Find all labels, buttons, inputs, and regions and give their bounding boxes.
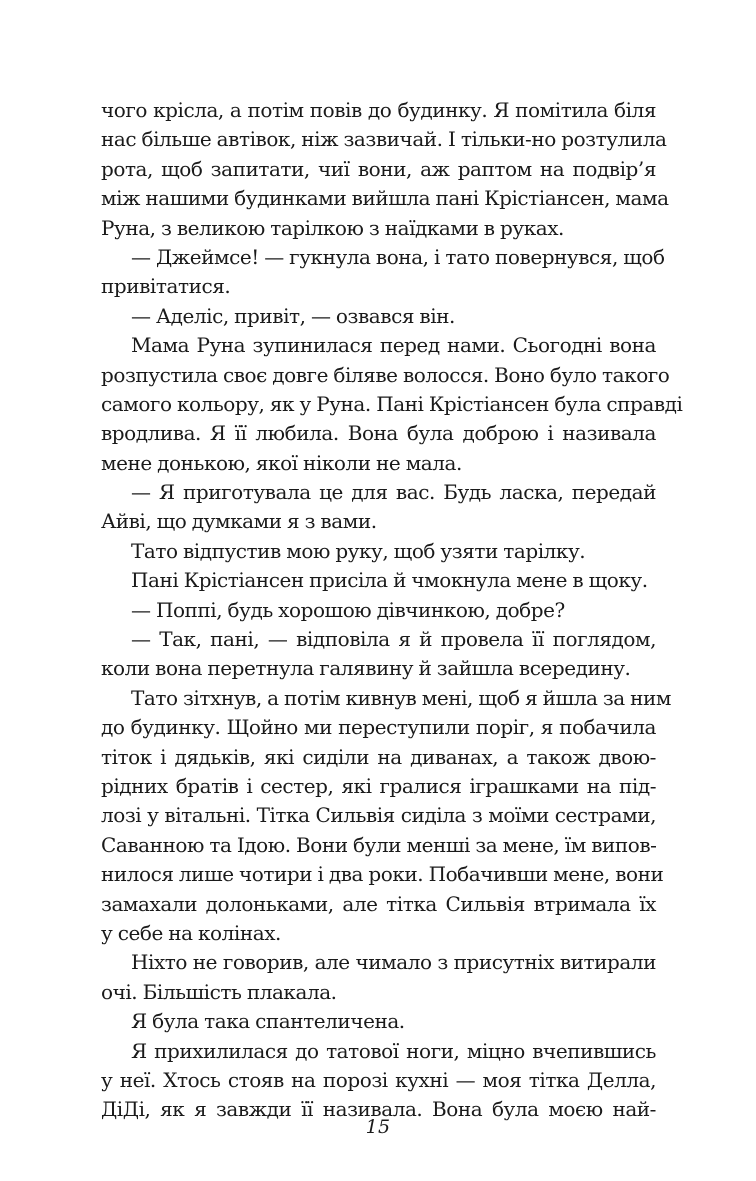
text-line: Мама Руна зупинилася перед нами. Сьогодні вона [131, 333, 656, 358]
text-line: вродлива. Я її любила. Вона була доброю і називала [101, 421, 656, 446]
text-line: замахали долоньками, але тітка Сильвія втримала їх [101, 891, 656, 916]
text-line: Тато відпустив мою руку, щоб узяти тарілку. [131, 538, 586, 563]
text-line: у себе на колінах. [101, 920, 281, 945]
text-line: розпустила своє довге біляве волосся. Воно було такого [101, 362, 670, 387]
text-line: Саванною та Ідою. Вони були менші за мене, їм випов- [101, 832, 657, 857]
text-line: у неї. Хтось стояв на порозі кухні — моя тітка Делла, [101, 1067, 656, 1092]
text-line: рота, щоб запитати, чиї вони, аж раптом на подвір’я [101, 156, 656, 181]
text-line: привітатися. [101, 274, 231, 299]
text-line: Айві, що думками я з вами. [101, 509, 377, 534]
text-line: коли вона перетнула галявину й зайшла всередину. [101, 656, 631, 681]
text-line: — Джеймсе! — гукнула вона, і тато повернувся, щоб [131, 244, 665, 269]
page-number: 15 [365, 1116, 391, 1138]
text-line: очі. Більшість плакала. [101, 979, 337, 1004]
text-line: лозі у вітальні. Тітка Сильвія сиділа з моїми сестрами, [101, 803, 656, 828]
text-line: Я прихилилася до татової ноги, міцно вчепившись [131, 1038, 656, 1063]
text-line: ДіДі, як я завжди її називала. Вона була моєю най- [101, 1097, 656, 1122]
text-line: чого крісла, а потім повів до будинку. Я помітила біля [101, 98, 656, 122]
text-line: Пані Крістіансен присіла й чмокнула мене в щоку. [131, 568, 648, 593]
text-line: до будинку. Щойно ми переступили поріг, я побачила [101, 715, 656, 740]
text-line: самого кольору, як у Руна. Пані Крістіансен була справді [101, 391, 683, 416]
text-line: Я була така спантеличена. [131, 1009, 405, 1034]
text-line: — Поппі, будь хорошою дівчинкою, добре? [131, 597, 565, 622]
text-line: рідних братів і сестер, які гралися іграшками на під- [101, 773, 656, 798]
text-line: — Аделіс, привіт, — озвався він. [131, 303, 455, 328]
text-line: тіток і дядьків, які сиділи на диванах, а також двою- [101, 744, 656, 769]
text-line: нас більше автівок, ніж зазвичай. І тільки-но розтулила [101, 127, 667, 152]
text-line: Ніхто не говорив, але чимало з присутніх витирали [131, 950, 656, 975]
text-line: Руна, з великою тарілкою з наїдками в руках. [101, 215, 564, 240]
text-line: — Так, пані, — відповіла я й провела її поглядом, [131, 627, 656, 652]
text-line: мене донькою, якої ніколи не мала. [101, 450, 462, 475]
text-line: між нашими будинками вийшла пані Крістіансен, мама [101, 186, 669, 211]
text-line: нилося лише чотири і два роки. Побачивши мене, вони [101, 862, 664, 887]
text-line: — Я приготувала це для вас. Будь ласка, передай [131, 480, 656, 505]
text-line: Тато зітхнув, а потім кивнув мені, щоб я йшла за ним [131, 685, 672, 710]
body-text [101, 96, 683, 1125]
